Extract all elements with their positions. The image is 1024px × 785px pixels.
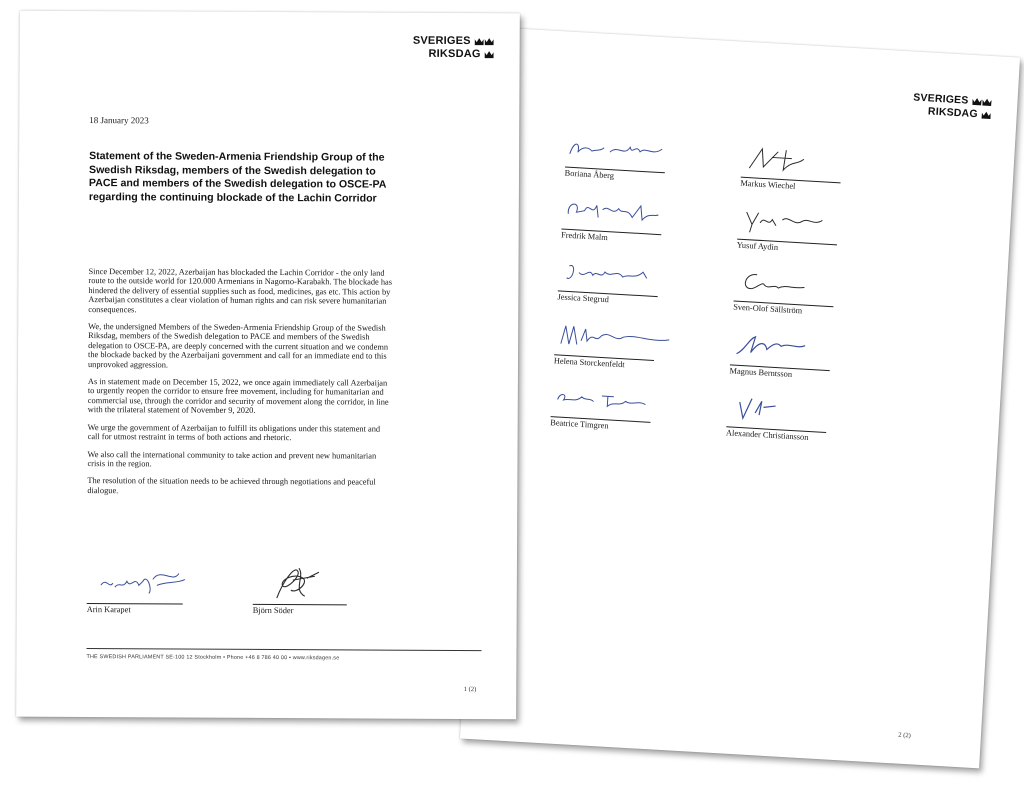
handwritten-signature <box>737 204 849 240</box>
signature-block <box>87 559 183 615</box>
body-paragraph: We also call the international community to take action and prevent new humanitarian crisis in the region. <box>87 449 377 469</box>
signatory-name: Arin Karapet <box>86 605 131 615</box>
logo-text-sveriges: SVERIGES <box>412 34 471 48</box>
document-page-1 <box>16 11 520 720</box>
handwritten-signature <box>727 391 839 427</box>
handwritten-signature <box>562 193 674 229</box>
document-date: 18 January 2023 <box>89 115 149 126</box>
signatory-name: Björn Söder <box>252 605 294 616</box>
signature-block <box>733 266 845 318</box>
body-paragraph: The resolution of the situation needs to be achieved through negotiations and peaceful dialogue. <box>87 476 376 495</box>
signature-block <box>561 193 673 245</box>
handwritten-signature <box>558 255 670 291</box>
signatory-name: Sven-Olof Sällström <box>732 302 803 316</box>
signatory-name: Magnus Berntsson <box>729 366 793 379</box>
signatory-name: Markus Wiechel <box>740 178 796 191</box>
footer-divider <box>87 648 482 651</box>
handwritten-signature <box>741 142 853 178</box>
signatory-name: Fredrik Malm <box>560 230 609 243</box>
signatory-name: Beatrice Timgren <box>550 418 609 431</box>
handwritten-signature <box>551 381 663 417</box>
signature-block <box>740 142 852 194</box>
signature-block <box>554 319 666 371</box>
page-number: 2 (2) <box>898 731 912 740</box>
body-paragraph: We, the undersigned Members of the Sweden-Armenia Friendship Group of the Swedish Riksdag, members of the Swedish delegation to PACE and members of the Swedish delegation to OSCE-PA, are deeply concerned with the current situation and we condemn the blockade backed by the Azerbaijani government and call for an immediate end to this unprovoked aggression. <box>87 322 389 370</box>
body-paragraph: Since December 12, 2022, Azerbaijan has blockaded the Lachin Corridor - the only land route to the outside world for 120.000 Armenians in Nagorno-Karabakh. The blockade has hindered the delivery of essential supplies such as food, medicines, gas etc. This action by Azerbaijan constitutes a clear violation of human rights and can risk severe humanitarian consequences. <box>88 267 393 314</box>
page-number: 1 (2) <box>463 686 477 694</box>
document-page-2 <box>460 28 1020 769</box>
riksdag-logo <box>413 35 494 61</box>
signatory-name: Boriana Åberg <box>564 168 615 181</box>
footer-address: THE SWEDISH PARLIAMENT SE-100 12 Stockholm • Phone +46 8 786 40 00 • www.riksdagen.se <box>86 654 340 662</box>
crown-icon <box>484 50 494 59</box>
document-title: Statement of the Sweden-Armenia Friendship Group of the Swedish Riksdag, members of the Swedish delegation to PACE and members of the Swedish delegation to OSCE-PA regarding the continuing blockade of the Lachin Corridor <box>88 150 387 205</box>
handwritten-signature <box>734 266 846 302</box>
crowns-icon <box>971 97 991 107</box>
signature-block <box>729 329 841 381</box>
signature-block <box>550 381 662 433</box>
crown-icon <box>980 110 991 120</box>
logo-text-riksdag: RIKSDAG <box>927 105 979 121</box>
signatory-name: Jessica Stegrud <box>557 292 610 305</box>
signature-block <box>253 560 347 615</box>
crowns-icon <box>474 37 494 46</box>
logo-text-riksdag: RIKSDAG <box>428 47 481 61</box>
signature-block <box>726 391 838 443</box>
signature-block <box>737 204 849 256</box>
handwritten-signature <box>253 560 353 605</box>
body-paragraph: We urge the government of Azerbaijan to fulfill its obligations under this statement and call for utmost restraint in terms of both actions and rhetoric. <box>87 422 381 443</box>
handwritten-signature <box>554 319 676 356</box>
signatory-name: Helena Storckenfeldt <box>553 356 625 370</box>
riksdag-logo <box>912 91 992 121</box>
signature-block <box>564 132 676 184</box>
handwritten-signature <box>87 559 187 604</box>
logo-text-sveriges: SVERIGES <box>912 91 969 107</box>
handwritten-signature <box>565 132 677 168</box>
signature-block <box>557 255 669 307</box>
document-body <box>87 267 393 505</box>
signatory-name: Yusuf Aydin <box>736 240 779 252</box>
signatory-name: Alexander Christiansson <box>725 428 809 442</box>
body-paragraph: As in statement made on December 15, 2022, we once again immediately call Azerbaijan to urgently reopen the corridor to ensure free movement, including for humanitarian and commercial use, through the corridor and security of movement along the corridor, in line with the trilateral statement of November 9, 2020. <box>87 377 389 416</box>
handwritten-signature <box>730 329 842 365</box>
